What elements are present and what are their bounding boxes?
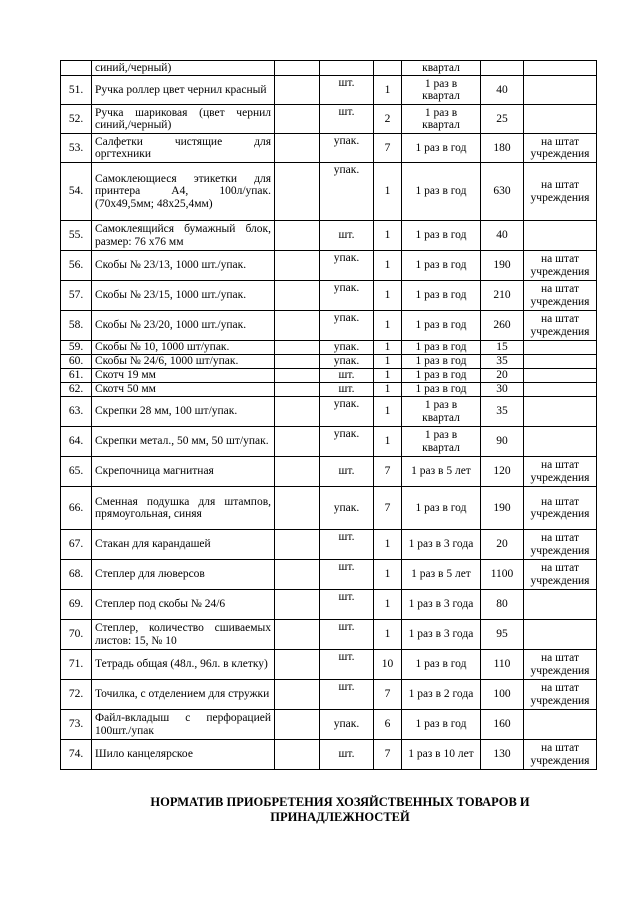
table-row bbox=[61, 105, 597, 134]
unit-of-measure: шт. bbox=[320, 560, 374, 590]
item-name: Самоклеющиеся этикетки для принтера А4, 100л/упак.(70х49,5мм; 48х25,4мм) bbox=[92, 163, 275, 221]
unit-of-measure: упак. bbox=[320, 163, 374, 221]
quantity: 1 bbox=[374, 530, 402, 560]
spacer-cell bbox=[275, 221, 320, 251]
table-row bbox=[61, 590, 597, 620]
quantity: 1 bbox=[374, 221, 402, 251]
spacer-cell bbox=[275, 530, 320, 560]
unit-of-measure: упак. bbox=[320, 134, 374, 163]
row-number: 74. bbox=[61, 740, 92, 770]
quantity: 1 bbox=[374, 163, 402, 221]
frequency: 1 раз в год bbox=[402, 311, 481, 341]
item-name: Сменная подушка для штампов, прямоугольная, синяя bbox=[92, 487, 275, 530]
price: 180 bbox=[481, 134, 524, 163]
note bbox=[524, 710, 597, 740]
row-number: 56. bbox=[61, 251, 92, 281]
note: на штат учреждения bbox=[524, 163, 597, 221]
spacer-cell bbox=[275, 397, 320, 427]
table-row bbox=[61, 530, 597, 560]
frequency: 1 раз в квартал bbox=[402, 397, 481, 427]
row-number bbox=[61, 61, 92, 76]
unit-of-measure: упак. bbox=[320, 355, 374, 369]
table-row bbox=[61, 221, 597, 251]
frequency: 1 раз в 5 лет bbox=[402, 457, 481, 487]
spacer-cell bbox=[275, 680, 320, 710]
frequency: 1 раз в 5 лет bbox=[402, 560, 481, 590]
row-number: 51. bbox=[61, 76, 92, 105]
note: на штат учреждения bbox=[524, 680, 597, 710]
price: 35 bbox=[481, 355, 524, 369]
note bbox=[524, 61, 597, 76]
frequency: 1 раз в год bbox=[402, 487, 481, 530]
note bbox=[524, 427, 597, 457]
quantity: 6 bbox=[374, 710, 402, 740]
frequency: 1 раз в год bbox=[402, 134, 481, 163]
unit-of-measure: шт. bbox=[320, 76, 374, 105]
price: 80 bbox=[481, 590, 524, 620]
item-name: Скрепки 28 мм, 100 шт/упак. bbox=[92, 397, 275, 427]
unit-of-measure: шт. bbox=[320, 620, 374, 650]
row-number: 72. bbox=[61, 680, 92, 710]
frequency: 1 раз в год bbox=[402, 281, 481, 311]
item-name: Шило канцелярское bbox=[92, 740, 275, 770]
spacer-cell bbox=[275, 560, 320, 590]
spacer-cell bbox=[275, 487, 320, 530]
quantity: 1 bbox=[374, 383, 402, 397]
row-number: 61. bbox=[61, 369, 92, 383]
quantity: 1 bbox=[374, 397, 402, 427]
quantity: 1 bbox=[374, 341, 402, 355]
price: 630 bbox=[481, 163, 524, 221]
quantity: 7 bbox=[374, 740, 402, 770]
price: 120 bbox=[481, 457, 524, 487]
item-name: Скобы № 23/13, 1000 шт./упак. bbox=[92, 251, 275, 281]
spacer-cell bbox=[275, 76, 320, 105]
frequency: 1 раз в 2 года bbox=[402, 680, 481, 710]
frequency: 1 раз в год bbox=[402, 163, 481, 221]
row-number: 68. bbox=[61, 560, 92, 590]
table-row bbox=[61, 710, 597, 740]
price: 1100 bbox=[481, 560, 524, 590]
price: 15 bbox=[481, 341, 524, 355]
item-name: Скобы № 23/15, 1000 шт./упак. bbox=[92, 281, 275, 311]
unit-of-measure: шт. bbox=[320, 590, 374, 620]
item-name: Файл-вкладыш с перфорацией 100шт./упак bbox=[92, 710, 275, 740]
unit-of-measure: шт. bbox=[320, 740, 374, 770]
spacer-cell bbox=[275, 369, 320, 383]
price: 20 bbox=[481, 369, 524, 383]
row-number: 64. bbox=[61, 427, 92, 457]
frequency: 1 раз в квартал bbox=[402, 105, 481, 134]
price: 160 bbox=[481, 710, 524, 740]
row-number: 52. bbox=[61, 105, 92, 134]
table-row bbox=[61, 369, 597, 383]
price: 260 bbox=[481, 311, 524, 341]
table-body bbox=[61, 61, 597, 770]
table-row bbox=[61, 427, 597, 457]
quantity: 7 bbox=[374, 487, 402, 530]
price bbox=[481, 61, 524, 76]
row-number: 69. bbox=[61, 590, 92, 620]
row-number: 67. bbox=[61, 530, 92, 560]
note: на штат учреждения bbox=[524, 281, 597, 311]
table-row bbox=[61, 397, 597, 427]
unit-of-measure: шт. bbox=[320, 369, 374, 383]
unit-of-measure: упак. bbox=[320, 487, 374, 530]
spacer-cell bbox=[275, 105, 320, 134]
row-number: 71. bbox=[61, 650, 92, 680]
note: на штат учреждения bbox=[524, 560, 597, 590]
quantity: 1 bbox=[374, 251, 402, 281]
row-number: 65. bbox=[61, 457, 92, 487]
note: на штат учреждения bbox=[524, 530, 597, 560]
quantity: 1 bbox=[374, 427, 402, 457]
spacer-cell bbox=[275, 341, 320, 355]
spacer-cell bbox=[275, 251, 320, 281]
item-name: Степлер под скобы № 24/6 bbox=[92, 590, 275, 620]
note bbox=[524, 397, 597, 427]
item-name: Ручка роллер цвет чернил красный bbox=[92, 76, 275, 105]
quantity: 1 bbox=[374, 590, 402, 620]
spacer-cell bbox=[275, 710, 320, 740]
frequency: квартал bbox=[402, 61, 481, 76]
table-row bbox=[61, 281, 597, 311]
row-number: 66. bbox=[61, 487, 92, 530]
section-title bbox=[60, 795, 620, 825]
frequency: 1 раз в год bbox=[402, 251, 481, 281]
item-name: Скобы № 24/6, 1000 шт/упак. bbox=[92, 355, 275, 369]
frequency: 1 раз в 10 лет bbox=[402, 740, 481, 770]
spacer-cell bbox=[275, 650, 320, 680]
row-number: 58. bbox=[61, 311, 92, 341]
row-number: 55. bbox=[61, 221, 92, 251]
quantity: 1 bbox=[374, 560, 402, 590]
quantity: 7 bbox=[374, 457, 402, 487]
spacer-cell bbox=[275, 427, 320, 457]
section-title-line-1: НОРМАТИВ ПРИОБРЕТЕНИЯ ХОЗЯЙСТВЕННЫХ ТОВАРОВ И bbox=[150, 795, 530, 809]
row-number: 54. bbox=[61, 163, 92, 221]
price: 40 bbox=[481, 221, 524, 251]
price: 35 bbox=[481, 397, 524, 427]
frequency: 1 раз в год bbox=[402, 341, 481, 355]
spacer-cell bbox=[275, 383, 320, 397]
unit-of-measure: упак. bbox=[320, 341, 374, 355]
table-row bbox=[61, 134, 597, 163]
quantity: 7 bbox=[374, 680, 402, 710]
frequency: 1 раз в квартал bbox=[402, 76, 481, 105]
unit-of-measure: упак. bbox=[320, 427, 374, 457]
note bbox=[524, 620, 597, 650]
table-row bbox=[61, 383, 597, 397]
note bbox=[524, 383, 597, 397]
unit-of-measure: упак. bbox=[320, 281, 374, 311]
frequency: 1 раз в год bbox=[402, 383, 481, 397]
price: 20 bbox=[481, 530, 524, 560]
note bbox=[524, 76, 597, 105]
unit-of-measure: шт. bbox=[320, 650, 374, 680]
item-name: Стакан для карандашей bbox=[92, 530, 275, 560]
table-row bbox=[61, 680, 597, 710]
quantity: 7 bbox=[374, 134, 402, 163]
unit-of-measure: шт. bbox=[320, 530, 374, 560]
item-name: синий,/черный) bbox=[92, 61, 275, 76]
norms-table bbox=[60, 60, 597, 770]
item-name: Скрепочница магнитная bbox=[92, 457, 275, 487]
table-row bbox=[61, 560, 597, 590]
item-name: Скотч 19 мм bbox=[92, 369, 275, 383]
note bbox=[524, 355, 597, 369]
item-name: Скобы № 23/20, 1000 шт./упак. bbox=[92, 311, 275, 341]
unit-of-measure: упак. bbox=[320, 251, 374, 281]
note: на штат учреждения bbox=[524, 650, 597, 680]
quantity: 2 bbox=[374, 105, 402, 134]
price: 110 bbox=[481, 650, 524, 680]
item-name: Степлер для люверсов bbox=[92, 560, 275, 590]
note: на штат учреждения bbox=[524, 487, 597, 530]
price: 190 bbox=[481, 251, 524, 281]
unit-of-measure: шт. bbox=[320, 105, 374, 134]
spacer-cell bbox=[275, 61, 320, 76]
price: 90 bbox=[481, 427, 524, 457]
item-name: Ручка шариковая (цвет чернил синий,/черный) bbox=[92, 105, 275, 134]
table-row bbox=[61, 620, 597, 650]
item-name: Скрепки метал., 50 мм, 50 шт/упак. bbox=[92, 427, 275, 457]
frequency: 1 раз в год bbox=[402, 369, 481, 383]
unit-of-measure: шт. bbox=[320, 383, 374, 397]
table-row bbox=[61, 341, 597, 355]
table-row bbox=[61, 61, 597, 76]
quantity bbox=[374, 61, 402, 76]
note: на штат учреждения bbox=[524, 311, 597, 341]
frequency: 1 раз в 3 года bbox=[402, 530, 481, 560]
unit-of-measure: упак. bbox=[320, 397, 374, 427]
row-number: 59. bbox=[61, 341, 92, 355]
price: 25 bbox=[481, 105, 524, 134]
price: 210 bbox=[481, 281, 524, 311]
price: 30 bbox=[481, 383, 524, 397]
note bbox=[524, 590, 597, 620]
item-name: Скотч 50 мм bbox=[92, 383, 275, 397]
row-number: 63. bbox=[61, 397, 92, 427]
price: 95 bbox=[481, 620, 524, 650]
spacer-cell bbox=[275, 281, 320, 311]
spacer-cell bbox=[275, 740, 320, 770]
quantity: 1 bbox=[374, 281, 402, 311]
note bbox=[524, 105, 597, 134]
item-name: Тетрадь общая (48л., 96л. в клетку) bbox=[92, 650, 275, 680]
row-number: 73. bbox=[61, 710, 92, 740]
quantity: 1 bbox=[374, 369, 402, 383]
note: на штат учреждения bbox=[524, 457, 597, 487]
price: 100 bbox=[481, 680, 524, 710]
spacer-cell bbox=[275, 311, 320, 341]
item-name: Скобы № 10, 1000 шт/упак. bbox=[92, 341, 275, 355]
note bbox=[524, 221, 597, 251]
table-row bbox=[61, 355, 597, 369]
spacer-cell bbox=[275, 620, 320, 650]
unit-of-measure: шт. bbox=[320, 680, 374, 710]
table-row bbox=[61, 650, 597, 680]
row-number: 57. bbox=[61, 281, 92, 311]
price: 40 bbox=[481, 76, 524, 105]
note: на штат учреждения bbox=[524, 134, 597, 163]
quantity: 1 bbox=[374, 355, 402, 369]
frequency: 1 раз в год bbox=[402, 710, 481, 740]
spacer-cell bbox=[275, 134, 320, 163]
note: на штат учреждения bbox=[524, 251, 597, 281]
row-number: 53. bbox=[61, 134, 92, 163]
spacer-cell bbox=[275, 590, 320, 620]
section-title-line-2: ПРИНАДЛЕЖНОСТЕЙ bbox=[270, 810, 410, 824]
unit-of-measure bbox=[320, 61, 374, 76]
note bbox=[524, 369, 597, 383]
note: на штат учреждения bbox=[524, 740, 597, 770]
table-row bbox=[61, 163, 597, 221]
quantity: 1 bbox=[374, 76, 402, 105]
row-number: 70. bbox=[61, 620, 92, 650]
spacer-cell bbox=[275, 163, 320, 221]
row-number: 60. bbox=[61, 355, 92, 369]
spacer-cell bbox=[275, 355, 320, 369]
item-name: Точилка, с отделением для стружки bbox=[92, 680, 275, 710]
frequency: 1 раз в квартал bbox=[402, 427, 481, 457]
item-name: Самоклеящийся бумажный блок, размер: 76 х76 мм bbox=[92, 221, 275, 251]
unit-of-measure: шт. bbox=[320, 457, 374, 487]
item-name: Степлер, количество сшиваемых листов: 15, № 10 bbox=[92, 620, 275, 650]
row-number: 62. bbox=[61, 383, 92, 397]
frequency: 1 раз в год bbox=[402, 355, 481, 369]
unit-of-measure: упак. bbox=[320, 710, 374, 740]
price: 130 bbox=[481, 740, 524, 770]
table-row bbox=[61, 76, 597, 105]
frequency: 1 раз в год bbox=[402, 650, 481, 680]
table-row bbox=[61, 740, 597, 770]
item-name: Салфетки чистящие для оргтехники bbox=[92, 134, 275, 163]
unit-of-measure: упак. bbox=[320, 311, 374, 341]
quantity: 1 bbox=[374, 620, 402, 650]
table-row bbox=[61, 487, 597, 530]
quantity: 10 bbox=[374, 650, 402, 680]
unit-of-measure: шт. bbox=[320, 221, 374, 251]
frequency: 1 раз в год bbox=[402, 221, 481, 251]
frequency: 1 раз в 3 года bbox=[402, 620, 481, 650]
table-row bbox=[61, 311, 597, 341]
note bbox=[524, 341, 597, 355]
table-row bbox=[61, 251, 597, 281]
spacer-cell bbox=[275, 457, 320, 487]
price: 190 bbox=[481, 487, 524, 530]
table-row bbox=[61, 457, 597, 487]
quantity: 1 bbox=[374, 311, 402, 341]
frequency: 1 раз в 3 года bbox=[402, 590, 481, 620]
